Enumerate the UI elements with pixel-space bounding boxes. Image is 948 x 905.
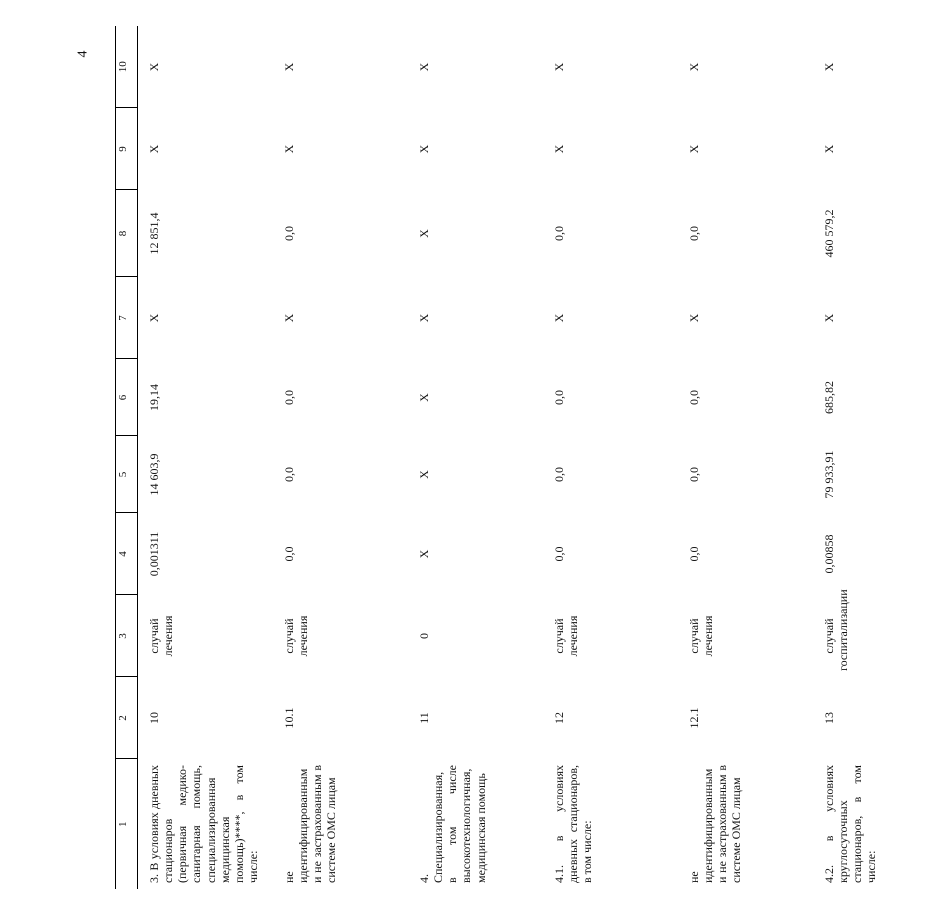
- row-col4: 0,0: [552, 546, 566, 562]
- row-col7: X: [687, 313, 701, 323]
- row-col10: X: [822, 62, 836, 72]
- row-unit: случай лечения: [687, 615, 716, 657]
- row-col5: 79 933,91: [822, 450, 836, 499]
- row-col4: X: [417, 549, 431, 559]
- row-col8: 0,0: [687, 226, 701, 241]
- col-header-9: 9: [116, 108, 138, 190]
- row-col5: 14 603,9: [147, 453, 161, 496]
- row-name: [408, 759, 543, 889]
- row-col7: X: [147, 313, 161, 323]
- col-header-7: 7: [116, 277, 138, 359]
- row-code: 12: [552, 712, 566, 724]
- row-code: 11: [417, 712, 431, 724]
- row-col10: X: [417, 62, 431, 72]
- row-col8: 0,0: [282, 226, 296, 241]
- row-col6: 685,82: [822, 381, 836, 414]
- row-col8: X: [417, 229, 431, 238]
- row-col9: X: [822, 144, 836, 154]
- row-col9: X: [687, 144, 701, 154]
- row-unit: случай лечения: [282, 615, 311, 657]
- row-col7: X: [417, 313, 431, 323]
- row-name: [138, 759, 274, 889]
- row-col10: X: [282, 62, 296, 72]
- row-col9: X: [147, 144, 161, 154]
- row-col6: 0,0: [282, 390, 296, 405]
- row-name-text: не идентифицированным и не застрахованным в системе ОМС лицам: [687, 765, 744, 883]
- row-col4: 0,0: [282, 546, 296, 562]
- row-code: 10: [147, 712, 161, 724]
- row-unit: 0: [417, 633, 431, 639]
- row-name-text: 4. Специализированная, в том числе высокотехнологичная, медицинская помощь: [417, 765, 488, 883]
- row-code: 10.1: [282, 707, 296, 729]
- row-col9: X: [417, 144, 431, 154]
- col-header-10: 10: [116, 26, 138, 108]
- financing-table: [115, 26, 948, 889]
- rotated-table-container: [115, 26, 879, 889]
- table-row: [273, 26, 408, 889]
- col-header-8: 8: [116, 190, 138, 277]
- col-header-3: 3: [116, 595, 138, 677]
- table-row: [813, 26, 948, 889]
- row-col5: 0,0: [282, 467, 296, 482]
- row-col8: 0,0: [552, 226, 566, 241]
- row-name-text: 3. В условиях дневных стационаров (первичная медико-санитарная помощь, специализированная медицинская помощь)****, в том числе:: [147, 765, 261, 883]
- row-col10: X: [147, 62, 161, 72]
- row-col7: X: [822, 313, 836, 323]
- page-number: 4: [75, 50, 91, 58]
- row-code: 12.1: [687, 707, 701, 729]
- row-col6: 0,0: [687, 390, 701, 405]
- row-unit: случай госпитализации: [822, 589, 851, 671]
- row-unit: случай лечения: [552, 615, 581, 657]
- row-unit: случай лечения: [147, 615, 176, 657]
- header-row: [116, 26, 138, 889]
- table-row: [138, 26, 274, 889]
- row-name: [543, 759, 678, 889]
- row-name-text: 4.2. в условиях круглосуточных стационаров, в том числе:: [822, 765, 879, 883]
- row-name: [273, 759, 408, 889]
- col-header-6: 6: [116, 359, 138, 436]
- col-header-5: 5: [116, 436, 138, 513]
- row-col5: X: [417, 470, 431, 479]
- row-col9: X: [552, 144, 566, 154]
- row-col9: X: [282, 144, 296, 154]
- table-row: [678, 26, 813, 889]
- row-col7: X: [552, 313, 566, 323]
- row-col4: 0,00858: [822, 534, 836, 574]
- col-header-4: 4: [116, 513, 138, 595]
- row-col4: 0,0: [687, 546, 701, 562]
- row-col7: X: [282, 313, 296, 323]
- row-col4: 0,001311: [147, 531, 161, 577]
- row-col5: 0,0: [552, 467, 566, 482]
- row-col8: 460 579,2: [822, 209, 836, 258]
- row-col5: 0,0: [687, 467, 701, 482]
- table-row: [408, 26, 543, 889]
- row-col10: X: [552, 62, 566, 72]
- row-name-text: 4.1. в условиях дневных стационаров, в том числе:: [552, 765, 595, 883]
- row-name-text: не идентифицированным и не застрахованным в системе ОМС лицам: [282, 765, 339, 883]
- table-row: [543, 26, 678, 889]
- col-header-1: 1: [116, 759, 138, 889]
- row-col6: 0,0: [552, 390, 566, 405]
- row-col8: 12 851,4: [147, 212, 161, 255]
- col-header-2: 2: [116, 677, 138, 759]
- row-col6: 19,14: [147, 384, 161, 411]
- row-col6: X: [417, 393, 431, 402]
- row-col10: X: [687, 62, 701, 72]
- row-name: [813, 759, 948, 889]
- row-code: 13: [822, 712, 836, 724]
- row-name: [678, 759, 813, 889]
